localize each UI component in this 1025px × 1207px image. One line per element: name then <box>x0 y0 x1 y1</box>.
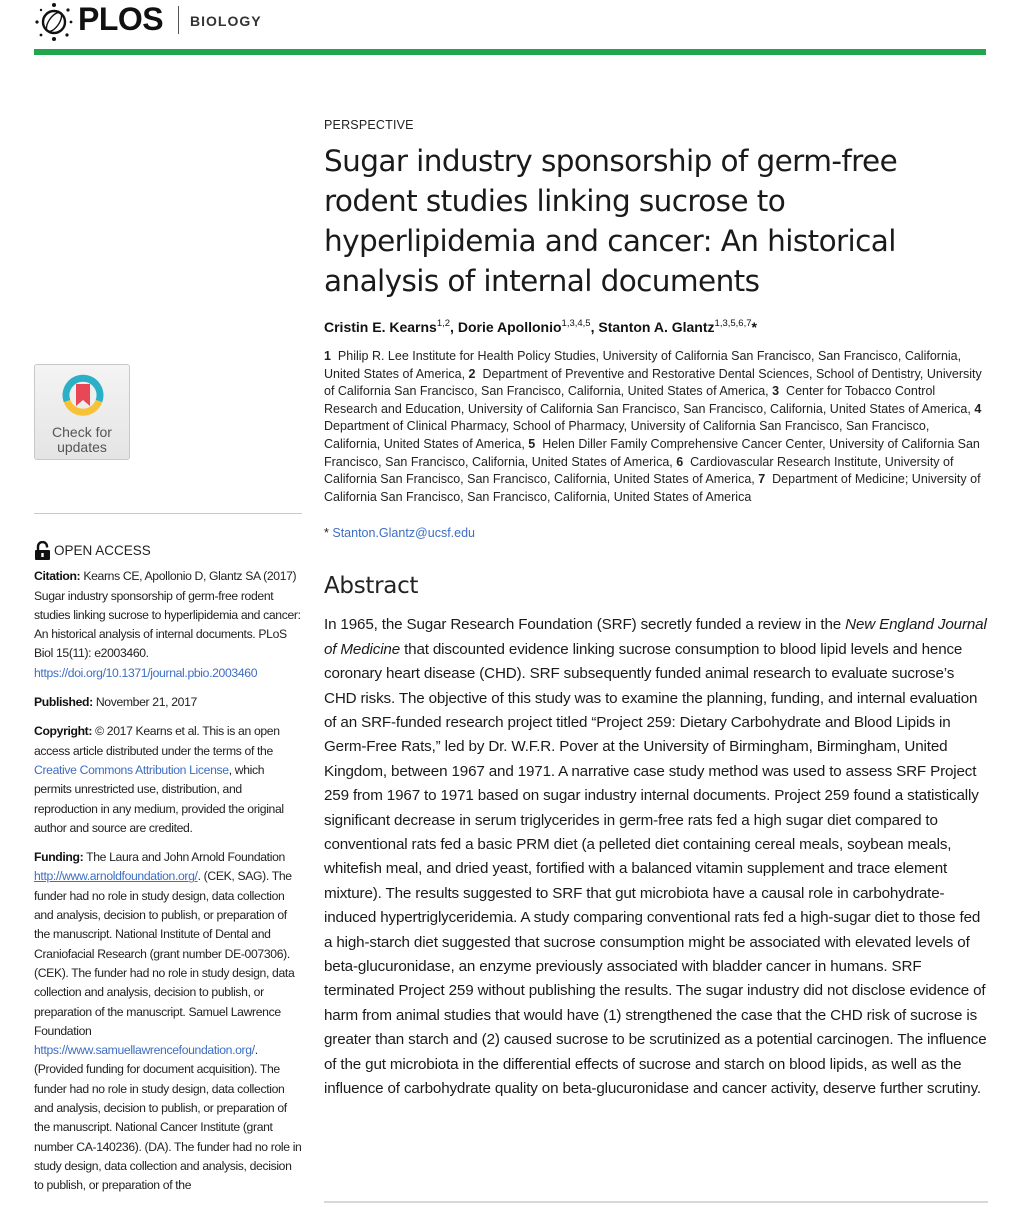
copyright-block <box>34 722 304 838</box>
copyright-text-cont: , which permits unrestricted use, distribution, and reproduction in any medium, provided the original author and source are credited. <box>34 762 284 835</box>
page-bottom-rule <box>324 1201 988 1203</box>
affiliations: 1 Philip R. Lee Institute for Health Policy Studies, University of California San Francisco, San Francisco, California, United States of America, 2 Department of Preventive and Restorative Dental Sciences, School of Dentistry, University of California San Francisco, San Francisco, California, United States of America, 3 Center for Tobacco Control Research and Education, University of California San Francisco, San Francisco, California, United States of America, 4 Department of Clinical Pharmacy, School of Pharmacy, University of California San Francisco, San Francisco, California, United States of America, 5 Helen Diller Family Comprehensive Cancer Center, University of California San Francisco, San Francisco, California, United States of America, 6 Cardiovascular Research Institute, University of California San Francisco, San Francisco, California, United States of America, 7 Department of Medicine; University of California San Francisco, San Francisco, California, United States of America <box>324 349 982 504</box>
open-access-text: OPEN ACCESS <box>54 543 151 558</box>
funding-text-end: . (Provided funding for document acquisition). The funder had no role in study design, data collection and analysis, decision to publish, or preparation of the manuscript. National Cancer Institute (grant number CA-140236). (DA). The funder had no role in study design, data collection and analysis, decision to publish, or preparation of the <box>34 1043 302 1193</box>
journal-name[interactable]: BIOLOGY <box>190 13 262 29</box>
correspondence: * Stanton.Glantz@ucsf.edu <box>324 526 475 541</box>
plos-logo-text[interactable]: PLOS <box>78 1 164 37</box>
citation-label: Citation: <box>34 569 81 584</box>
article-type: PERSPECTIVE <box>324 118 414 132</box>
open-lock-icon <box>34 541 51 560</box>
author[interactable]: Cristin E. Kearns$^{1,2}$ <box>324 318 451 335</box>
citation-text: Kearns CE, Apollonio D, Glantz SA (2017) Sugar industry sponsorship of germ-free rodent studies linking sucrose to hyperlipidemia and cancer: An historical analysis of internal documents. PLoS Biol 15(11): e2003460. <box>34 569 301 661</box>
open-access-label <box>34 541 304 560</box>
logo-divider <box>178 6 179 34</box>
article-main <box>324 118 988 1101</box>
funding-text: The Laura and John Arnold Foundation <box>83 850 285 865</box>
author[interactable]: Stanton A. Glantz$^{1,3,5,6,7}$ <box>598 318 752 335</box>
citation-block <box>34 567 304 683</box>
copyright-text: © 2017 Kearns et al. This is an open access article distributed under the terms of the <box>34 724 280 758</box>
badge-line-2: updates <box>57 439 107 455</box>
abstract-text: In 1965, the Sugar Research Foundation (SRF) secretly funded a review in the New England Journal of Medicine that discounted evidence linking sucrose consumption to blood lipid levels and hence coronary heart disease (CHD). SRF subsequently funded animal research to evaluate sucrose’s CHD risks. The objective of this study was to examine the planning, funding, and internal evaluation of an SRF-funded research project titled “Project 259: Dietary Carbohydrate and Blood Lipids in Germ-Free Rats,” led by Dr. W.F.R. Pover at the University of Birmingham, Birmingham, United Kingdom, between 1967 and 1971. A narrative case study method was used to assess SRF Project 259 from 1967 to 1971 based on sugar industry internal documents. Project 259 found a statistically significant decrease in serum triglycerides in germ-free rats fed a high sugar diet compared to conventional rats fed a basic PRM diet (a pelleted diet containing cereal meals, soybean meals, whitefish meal, and dried yeast, fortified with a balanced vitamin supplement and trace element mixture). The results suggested to SRF that gut microbiota have a causal role in carbohydrate-induced hypertriglyceridemia. A study comparing conventional rats fed a high-sugar diet to those fed a high-starch diet suggested that sucrose consumption might be associated with elevated levels of beta-glucuronidase, an enzyme previously associated with bladder cancer in humans. SRF terminated Project 259 without publishing the results. The sugar industry did not disclose evidence of harm from animal studies that would have (1) strengthened the case that the CHD risk of sucrose is greater than starch and (2) caused sucrose to be scrutinized as a potential carcinogen. The influence of the gut microbiota in the differential effects of sucrose and starch on blood lipids, as well as the influence of carbohydrate quality on beta-glucuronidase and cancer activity, deserve further scrutiny. <box>324 616 987 1098</box>
author-list: Cristin E. Kearns$^{1,2}$, Dorie Apollonio$^{1,3,4,5}$, Stanton A. Glantz$^{1,3,5,6,7}$* <box>324 318 757 335</box>
article-title: Sugar industry sponsorship of germ-free rodent studies linking sucrose to hyperlipidemia and cancer: An historical analysis of internal documents <box>324 144 898 298</box>
header-accent-rule <box>34 49 986 55</box>
samuel-lawrence-link[interactable]: https://www.samuellawrencefoundation.org/ <box>34 1043 255 1058</box>
badge-label <box>35 425 129 455</box>
doi-link[interactable]: https://doi.org/10.1371/journal.pbio.2003460 <box>34 665 258 680</box>
arnold-foundation-link[interactable]: http://www.arnoldfoundation.org/ <box>34 869 198 884</box>
author-email-link[interactable]: Stanton.Glantz@ucsf.edu <box>332 526 475 541</box>
funding-label: Funding: <box>34 850 84 865</box>
funding-text-cont: . (CEK, SAG). The funder had no role in study design, data collection and analysis, decision to publish, or preparation of the manuscript. National Institute of Dental and Craniofacial Research (grant number DE-007306). (CEK). The funder had no role in study design, data collection and analysis, decision to publish, or preparation of the manuscript. Samuel Lawrence Foundation <box>34 869 295 1038</box>
article-info-sidebar <box>34 541 304 1206</box>
corresponding-author-mark: * <box>751 319 757 335</box>
published-label: Published: <box>34 695 93 710</box>
funding-block <box>34 848 304 1195</box>
check-for-updates-badge[interactable] <box>34 364 130 460</box>
cc-license-link[interactable]: Creative Commons Attribution License <box>34 762 229 777</box>
badge-line-1: Check for <box>52 424 112 440</box>
published-block <box>34 693 304 712</box>
author[interactable]: Dorie Apollonio$^{1,3,4,5}$ <box>457 318 591 335</box>
plos-orbit-icon <box>34 2 74 42</box>
abstract-heading: Abstract <box>324 573 419 600</box>
journal-header <box>0 0 1025 56</box>
copyright-label: Copyright: <box>34 724 93 739</box>
published-date: November 21, 2017 <box>92 695 197 710</box>
sidebar-divider <box>34 513 302 514</box>
update-ring-icon <box>59 371 107 421</box>
